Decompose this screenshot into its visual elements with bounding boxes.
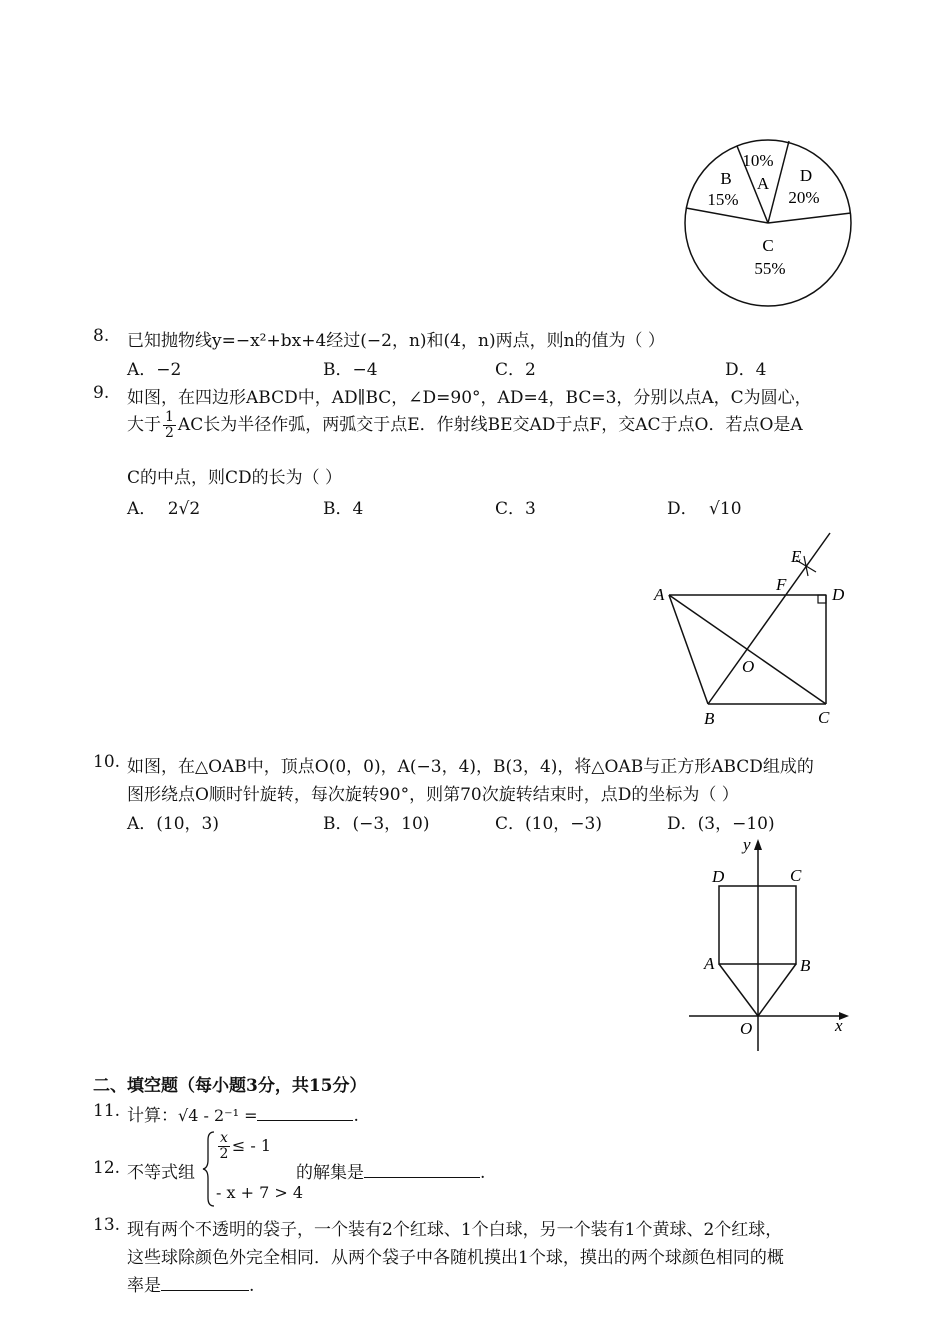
q8-number: 8. xyxy=(93,326,110,346)
q8-option-c: C．2 xyxy=(495,360,536,380)
pie-label-d-percent: 20% xyxy=(788,188,820,207)
q11-answer-blank[interactable] xyxy=(257,1104,353,1121)
pie-label-d: D xyxy=(799,166,813,185)
q9-label-a: A xyxy=(654,585,665,604)
pie-label-c-percent: 55% xyxy=(754,259,786,278)
q9-line1: 如图，在四边形ABCD中，AD∥BC，∠D=90°，AD=4，BC=3，分别以点A，C为圆心， xyxy=(127,388,812,408)
q13-line3-prefix: 率是 xyxy=(127,1276,161,1296)
q9-label-f: F xyxy=(776,575,787,594)
q9-option-d-math: √10 xyxy=(709,499,742,519)
pie-label-b-percent: 15% xyxy=(707,190,739,209)
q9-ray-be xyxy=(708,533,830,704)
q8-stem: 已知抛物线y=−x²+bx+4经过(−2，n)和(4，n)两点，则n的值为（ ） xyxy=(127,331,665,351)
q9-label-o: O xyxy=(742,657,755,676)
q9-option-a-label: A． xyxy=(127,499,157,519)
q10-line1: 如图，在△OAB中，顶点O(0，0)，A(−3，4)，B(3，4)，将△OAB与正方形ABCD组成的 xyxy=(127,757,814,777)
q12-ineq2: - x + 7 > 4 xyxy=(216,1183,304,1202)
q9-option-c: C．3 xyxy=(495,499,536,519)
q8-option-b: B．−4 xyxy=(323,360,378,380)
q10-label-o: O xyxy=(740,1019,753,1038)
q10-label-x: x xyxy=(835,1016,843,1035)
q12-brace xyxy=(202,1130,216,1208)
q10-label-c: C xyxy=(790,866,802,885)
q10-figure xyxy=(685,835,855,1055)
q9-frac-num: 1 xyxy=(165,409,174,425)
q13-line2: 这些球除颜色外完全相同．从两个袋子中各随机摸出1个球，摸出的两个球颜色相同的概 xyxy=(127,1248,784,1268)
q10-seg-oa xyxy=(719,964,758,1016)
q8-option-a: A．−2 xyxy=(127,360,182,380)
q9-seg-ab xyxy=(669,595,708,704)
q9-number: 9. xyxy=(93,383,110,403)
q11-body xyxy=(127,1101,359,1126)
q9-right-angle-mark xyxy=(818,595,826,603)
q13-number: 13. xyxy=(93,1215,121,1235)
q12-ineq1-den: 2 xyxy=(219,1146,229,1162)
pie-divider-dc xyxy=(768,213,851,223)
q9-frac-den: 2 xyxy=(165,425,174,441)
q9-label-b: B xyxy=(704,709,715,728)
q9-arc-mark-2 xyxy=(804,556,808,576)
q9-label-d: D xyxy=(832,585,845,604)
q11-suffix: . xyxy=(353,1106,359,1126)
q10-label-d: D xyxy=(712,867,725,886)
q13-answer-blank[interactable] xyxy=(161,1274,249,1291)
q13-end: . xyxy=(249,1276,255,1296)
q10-option-b: B．(−3，10) xyxy=(323,814,430,834)
q12-answer-blank[interactable] xyxy=(364,1161,480,1178)
pie-divider-cb xyxy=(686,208,768,223)
q9-line2-suffix: AC长为半径作弧，两弧交于点E．作射线BE交AD于点F，交AC于点O．若点O是A xyxy=(177,415,803,435)
pie-label-c: C xyxy=(762,236,774,255)
q12-end: . xyxy=(480,1163,486,1183)
q11-expr: √4 - 2⁻¹ = xyxy=(178,1106,258,1125)
q13-line3 xyxy=(127,1271,254,1296)
q9-option-d xyxy=(667,494,742,519)
q8-option-d: D．4 xyxy=(725,360,767,380)
q12-brace-path xyxy=(203,1132,214,1206)
q10-y-arrow xyxy=(754,839,762,850)
q9-label-e: E xyxy=(791,547,802,566)
q12-ineq1-num: x xyxy=(220,1130,228,1146)
q11-prefix: 计算： xyxy=(127,1106,178,1126)
pie-label-a: A xyxy=(756,174,770,193)
q9-option-a-math: 2√2 xyxy=(167,499,201,519)
q11-number: 11. xyxy=(93,1101,121,1121)
q10-seg-ob xyxy=(758,964,796,1016)
q9-line2-prefix: 大于 xyxy=(127,415,161,435)
q10-label-a: A xyxy=(704,954,715,973)
q9-option-a xyxy=(127,494,200,519)
q9-option-d-label: D． xyxy=(667,499,698,519)
q12-number: 12. xyxy=(93,1158,121,1178)
q13-line1: 现有两个不透明的袋子，一个装有2个红球、1个白球，另一个装有1个黄球、2个红球， xyxy=(127,1220,783,1240)
q10-option-c: C．(10，−3) xyxy=(495,814,602,834)
pie-chart-figure xyxy=(680,135,860,315)
q10-label-b: B xyxy=(800,956,811,975)
q10-line2: 图形绕点O顺时针旋转，每次旋转90°，则第70次旋转结束时，点D的坐标为（ ） xyxy=(127,785,739,805)
q12-suffix-line xyxy=(296,1158,485,1183)
q12-ineq1 xyxy=(216,1131,271,1162)
q9-option-b: B．4 xyxy=(323,499,364,519)
q10-label-y: y xyxy=(743,835,751,854)
q10-option-a: A．(10，3) xyxy=(127,814,219,834)
q9-figure xyxy=(648,530,868,735)
section2-title: 二、填空题（每小题3分，共15分） xyxy=(93,1076,367,1096)
q10-option-d: D．(3，−10) xyxy=(667,814,775,834)
q9-fraction xyxy=(163,410,176,441)
q12-ineq1-frac xyxy=(218,1131,230,1162)
pie-label-b: B xyxy=(720,169,732,188)
pie-label-a-percent: 10% xyxy=(742,151,774,170)
q9-line3: C的中点，则CD的长为（ ） xyxy=(127,468,343,488)
q12-ineq1-rest: ≤ - 1 xyxy=(231,1136,272,1155)
q12-prefix: 不等式组 xyxy=(127,1163,195,1183)
q9-line2 xyxy=(127,410,803,441)
q12-suffix: 的解集是 xyxy=(296,1163,364,1183)
q9-label-c: C xyxy=(818,708,830,727)
q10-number: 10. xyxy=(93,752,121,772)
